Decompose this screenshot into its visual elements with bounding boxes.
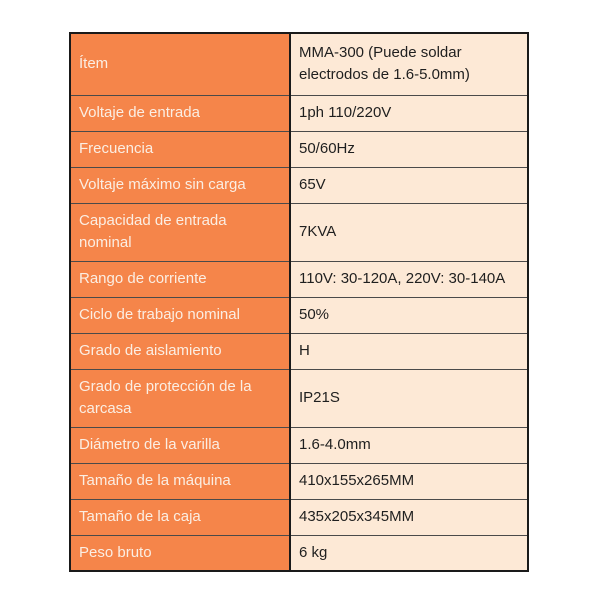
row-value-item: MMA-300 (Puede soldar electrodos de 1.6-5.0mm) xyxy=(290,33,528,95)
table-row xyxy=(70,333,528,369)
table-row xyxy=(70,33,528,95)
table-row xyxy=(70,427,528,463)
row-value-machine-size: 410x155x265MM xyxy=(290,463,528,499)
row-label-duty-cycle: Ciclo de trabajo nominal xyxy=(70,297,290,333)
row-label-rated-input-capacity: Capacidad de entrada nominal xyxy=(70,203,290,261)
table-row xyxy=(70,499,528,535)
table-row xyxy=(70,297,528,333)
row-value-current-range: 110V: 30-120A, 220V: 30-140A xyxy=(290,261,528,297)
row-value-insulation-grade: H xyxy=(290,333,528,369)
row-label-rod-diameter: Diámetro de la varilla xyxy=(70,427,290,463)
table-row xyxy=(70,203,528,261)
spec-table xyxy=(69,32,529,572)
table-row xyxy=(70,463,528,499)
row-label-enclosure-protection: Grado de protección de la carcasa xyxy=(70,369,290,427)
row-value-duty-cycle: 50% xyxy=(290,297,528,333)
row-value-max-no-load-voltage: 65V xyxy=(290,167,528,203)
row-value-enclosure-protection: IP21S xyxy=(290,369,528,427)
table-row xyxy=(70,535,528,571)
row-label-machine-size: Tamaño de la máquina xyxy=(70,463,290,499)
table-row xyxy=(70,95,528,131)
row-value-box-size: 435x205x345MM xyxy=(290,499,528,535)
row-value-rated-input-capacity: 7KVA xyxy=(290,203,528,261)
row-value-gross-weight: 6 kg xyxy=(290,535,528,571)
row-value-rod-diameter: 1.6-4.0mm xyxy=(290,427,528,463)
table-row xyxy=(70,131,528,167)
table-row xyxy=(70,167,528,203)
row-label-item: Ítem xyxy=(70,33,290,95)
table-row xyxy=(70,261,528,297)
row-label-gross-weight: Peso bruto xyxy=(70,535,290,571)
table-row xyxy=(70,369,528,427)
row-label-input-voltage: Voltaje de entrada xyxy=(70,95,290,131)
row-label-max-no-load-voltage: Voltaje máximo sin carga xyxy=(70,167,290,203)
row-value-input-voltage: 1ph 110/220V xyxy=(290,95,528,131)
row-value-frequency: 50/60Hz xyxy=(290,131,528,167)
row-label-frequency: Frecuencia xyxy=(70,131,290,167)
row-label-current-range: Rango de corriente xyxy=(70,261,290,297)
row-label-box-size: Tamaño de la caja xyxy=(70,499,290,535)
row-label-insulation-grade: Grado de aislamiento xyxy=(70,333,290,369)
